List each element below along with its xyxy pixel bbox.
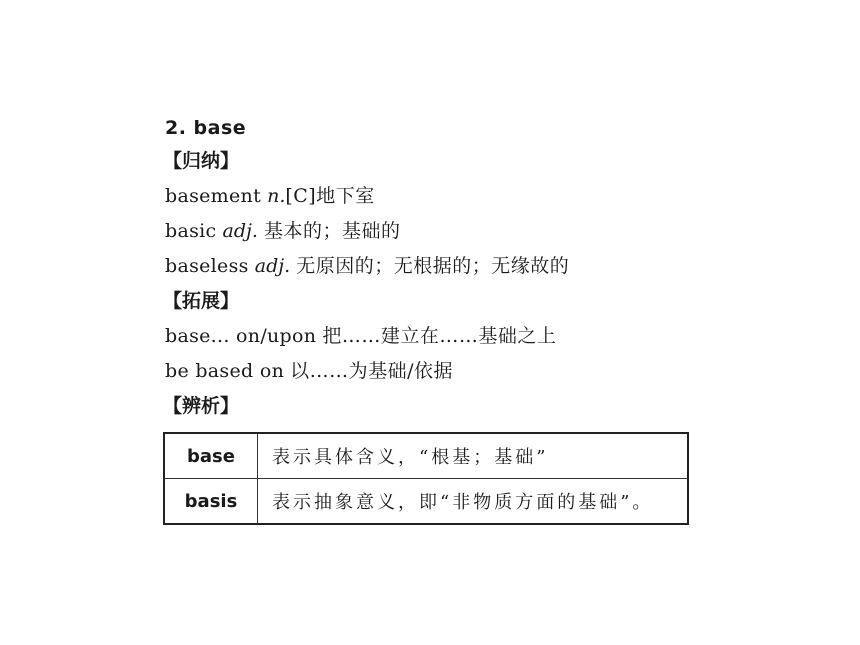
table-word-cell: basis [164, 479, 258, 525]
derivative-meaning: 无原因的；无根据的；无缘故的 [296, 255, 570, 277]
table-row [164, 479, 688, 525]
entry-heading: 2. base [165, 117, 247, 139]
derivative-baseless [165, 249, 725, 284]
phrase-text: be based on [165, 360, 285, 382]
extension-label: 【拓展】 [163, 290, 240, 312]
derivative-basement [165, 179, 725, 214]
induction-label: 【归纳】 [163, 150, 240, 172]
phrase-text: base... on/upon [165, 325, 317, 347]
derivative-word: basement [165, 185, 262, 207]
comparison-table [163, 432, 689, 525]
vocabulary-entry [165, 112, 725, 424]
phrase-meaning: 以……为基础/依据 [290, 360, 454, 382]
table-word-cell: base [164, 433, 258, 479]
part-of-speech: n. [267, 185, 286, 207]
table-row [164, 433, 688, 479]
derivative-word: basic [165, 220, 217, 242]
discrimination-label: 【辨析】 [163, 395, 240, 417]
table-meaning-cell: 表示具体含义，“根基；基础” [258, 433, 689, 479]
part-of-speech: adj. [254, 255, 291, 277]
derivative-word: baseless [165, 255, 249, 277]
phrase-base-on [165, 319, 725, 354]
derivative-basic [165, 214, 725, 249]
phrase-be-based-on [165, 354, 725, 389]
table-meaning-cell: 表示抽象意义，即“非物质方面的基础”。 [258, 479, 689, 525]
derivative-meaning: [C]地下室 [285, 185, 375, 207]
phrase-meaning: 把……建立在……基础之上 [322, 325, 557, 347]
part-of-speech: adj. [222, 220, 258, 242]
derivative-meaning: 基本的；基础的 [263, 220, 401, 242]
